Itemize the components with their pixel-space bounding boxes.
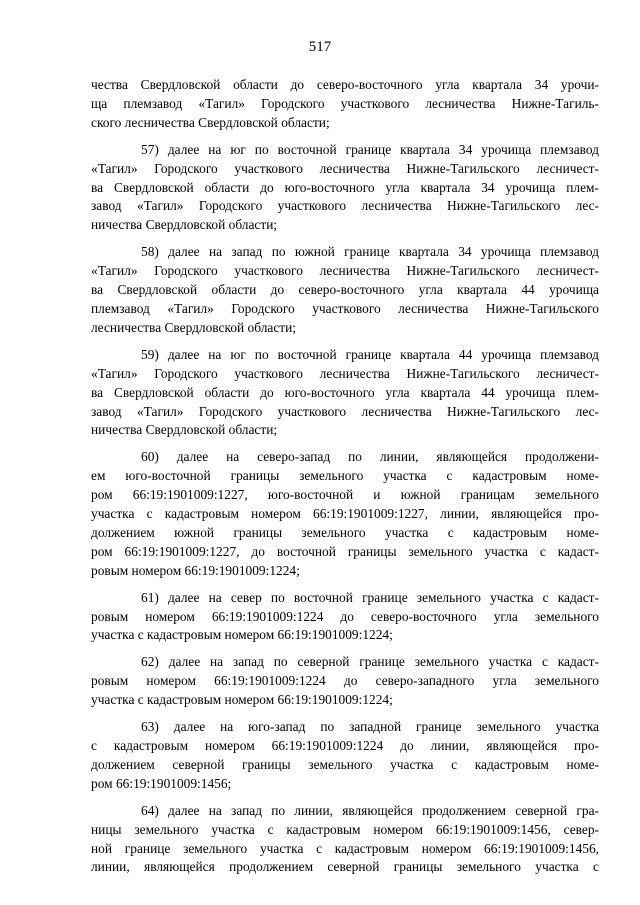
text-line: завод «Тагил» Городского участкового лесничества Нижне-Тагильского лес- bbox=[91, 403, 599, 419]
text-line: чества Свердловской области до северо-восточного угла квартала 34 урочи- bbox=[91, 77, 599, 92]
paragraph bbox=[91, 802, 599, 878]
text-line: ща племзавод «Тагил» Городского участкового лесничества Нижне-Тагиль- bbox=[91, 95, 599, 111]
text-line: ровым номером 66:19:1901009:1224 до северо-западного угла земельного bbox=[91, 673, 599, 689]
text-line: участка с кадастровым номером 66:19:1901009:1224; bbox=[91, 692, 393, 708]
text-line: 64) далее на запад по линии, являющейся продолжением северной гра- bbox=[141, 802, 599, 818]
text-line: 57) далее на юг по восточной границе квартала 34 урочища племзавод bbox=[141, 141, 599, 157]
paragraph bbox=[91, 589, 599, 646]
text-line: лесничества Свердловской области; bbox=[91, 319, 297, 335]
text-line: 58) далее на запад по южной границе квартала 34 урочища племзавод bbox=[141, 244, 599, 260]
text-line: линии, являющейся продолжением северной границы земельного участка с bbox=[91, 859, 599, 875]
text-line: завод «Тагил» Городского участкового лесничества Нижне-Тагильского лес- bbox=[91, 198, 599, 214]
text-line: «Тагил» Городского участкового лесничества Нижне-Тагильского лесничест- bbox=[91, 263, 599, 279]
text-line: ничества Свердловской области; bbox=[91, 217, 278, 233]
paragraph bbox=[91, 718, 599, 794]
text-line: племзавод «Тагил» Городского участкового лесничества Нижне-Тагильского bbox=[91, 300, 599, 316]
text-line: ровым номером 66:19:1901009:1224; bbox=[91, 562, 300, 578]
text-line: ничества Свердловской области; bbox=[91, 422, 278, 438]
text-line: ского лесничества Свердловской области; bbox=[91, 114, 330, 130]
text-line: 61) далее на север по восточной границе земельного участка с кадаст- bbox=[141, 589, 599, 605]
text-line: участка с кадастровым номером 66:19:1901009:1224; bbox=[91, 627, 393, 643]
text-line: ром 66:19:1901009:1456; bbox=[91, 775, 232, 791]
paragraph bbox=[91, 653, 599, 710]
text-line: должением южной границы земельного участка с кадастровым номе- bbox=[91, 524, 599, 540]
text-line: 59) далее на юг по восточной границе квартала 44 урочища племзавод bbox=[141, 346, 599, 362]
document-body bbox=[91, 76, 599, 885]
text-line: ром 66:19:1901009:1227, до восточной границы земельного участка с кадаст- bbox=[91, 543, 599, 559]
text-line: ва Свердловской области до северо-восточного угла квартала 44 урочища bbox=[91, 282, 599, 298]
text-line: «Тагил» Городского участкового лесничества Нижне-Тагильского лесничест- bbox=[91, 160, 599, 176]
page-number: 517 bbox=[308, 39, 332, 55]
text-line: участка с кадастровым номером 66:19:1901009:1227, линии, являющейся про- bbox=[91, 506, 599, 522]
paragraph bbox=[91, 141, 599, 236]
text-line: ницы земельного участка с кадастровым номером 66:19:1901009:1456, север- bbox=[91, 821, 599, 837]
text-line: ровым номером 66:19:1901009:1224 до северо-восточного угла земельного bbox=[91, 608, 599, 624]
text-line: ва Свердловской области до юго-восточного угла квартала 44 урочища плем- bbox=[91, 384, 599, 400]
paragraph bbox=[91, 243, 599, 338]
text-line: ем юго-восточной границы земельного участка с кадастровым номе- bbox=[91, 468, 599, 484]
text-line: ва Свердловской области до юго-восточного угла квартала 34 урочища плем- bbox=[91, 179, 599, 195]
paragraph bbox=[91, 346, 599, 441]
text-line: «Тагил» Городского участкового лесничества Нижне-Тагильского лесничест- bbox=[91, 365, 599, 381]
text-line: 63) далее на юго-запад по западной границе земельного участка bbox=[141, 719, 599, 735]
text-line: с кадастровым номером 66:19:1901009:1224 до линии, являющейся про- bbox=[91, 738, 599, 753]
paragraph bbox=[91, 448, 599, 580]
text-line: 60) далее на северо-запад по линии, являющейся продолжени- bbox=[141, 449, 599, 465]
paragraph bbox=[91, 76, 599, 133]
text-line: ром 66:19:1901009:1227, юго-восточной и южной границам земельного bbox=[91, 487, 599, 503]
text-line: 62) далее на запад по северной границе земельного участка с кадаст- bbox=[141, 654, 599, 670]
text-line: ной границе земельного участка с кадастровым номером 66:19:1901009:1456, bbox=[91, 840, 599, 856]
text-line: должением северной границы земельного участка с кадастровым номе- bbox=[91, 756, 599, 772]
